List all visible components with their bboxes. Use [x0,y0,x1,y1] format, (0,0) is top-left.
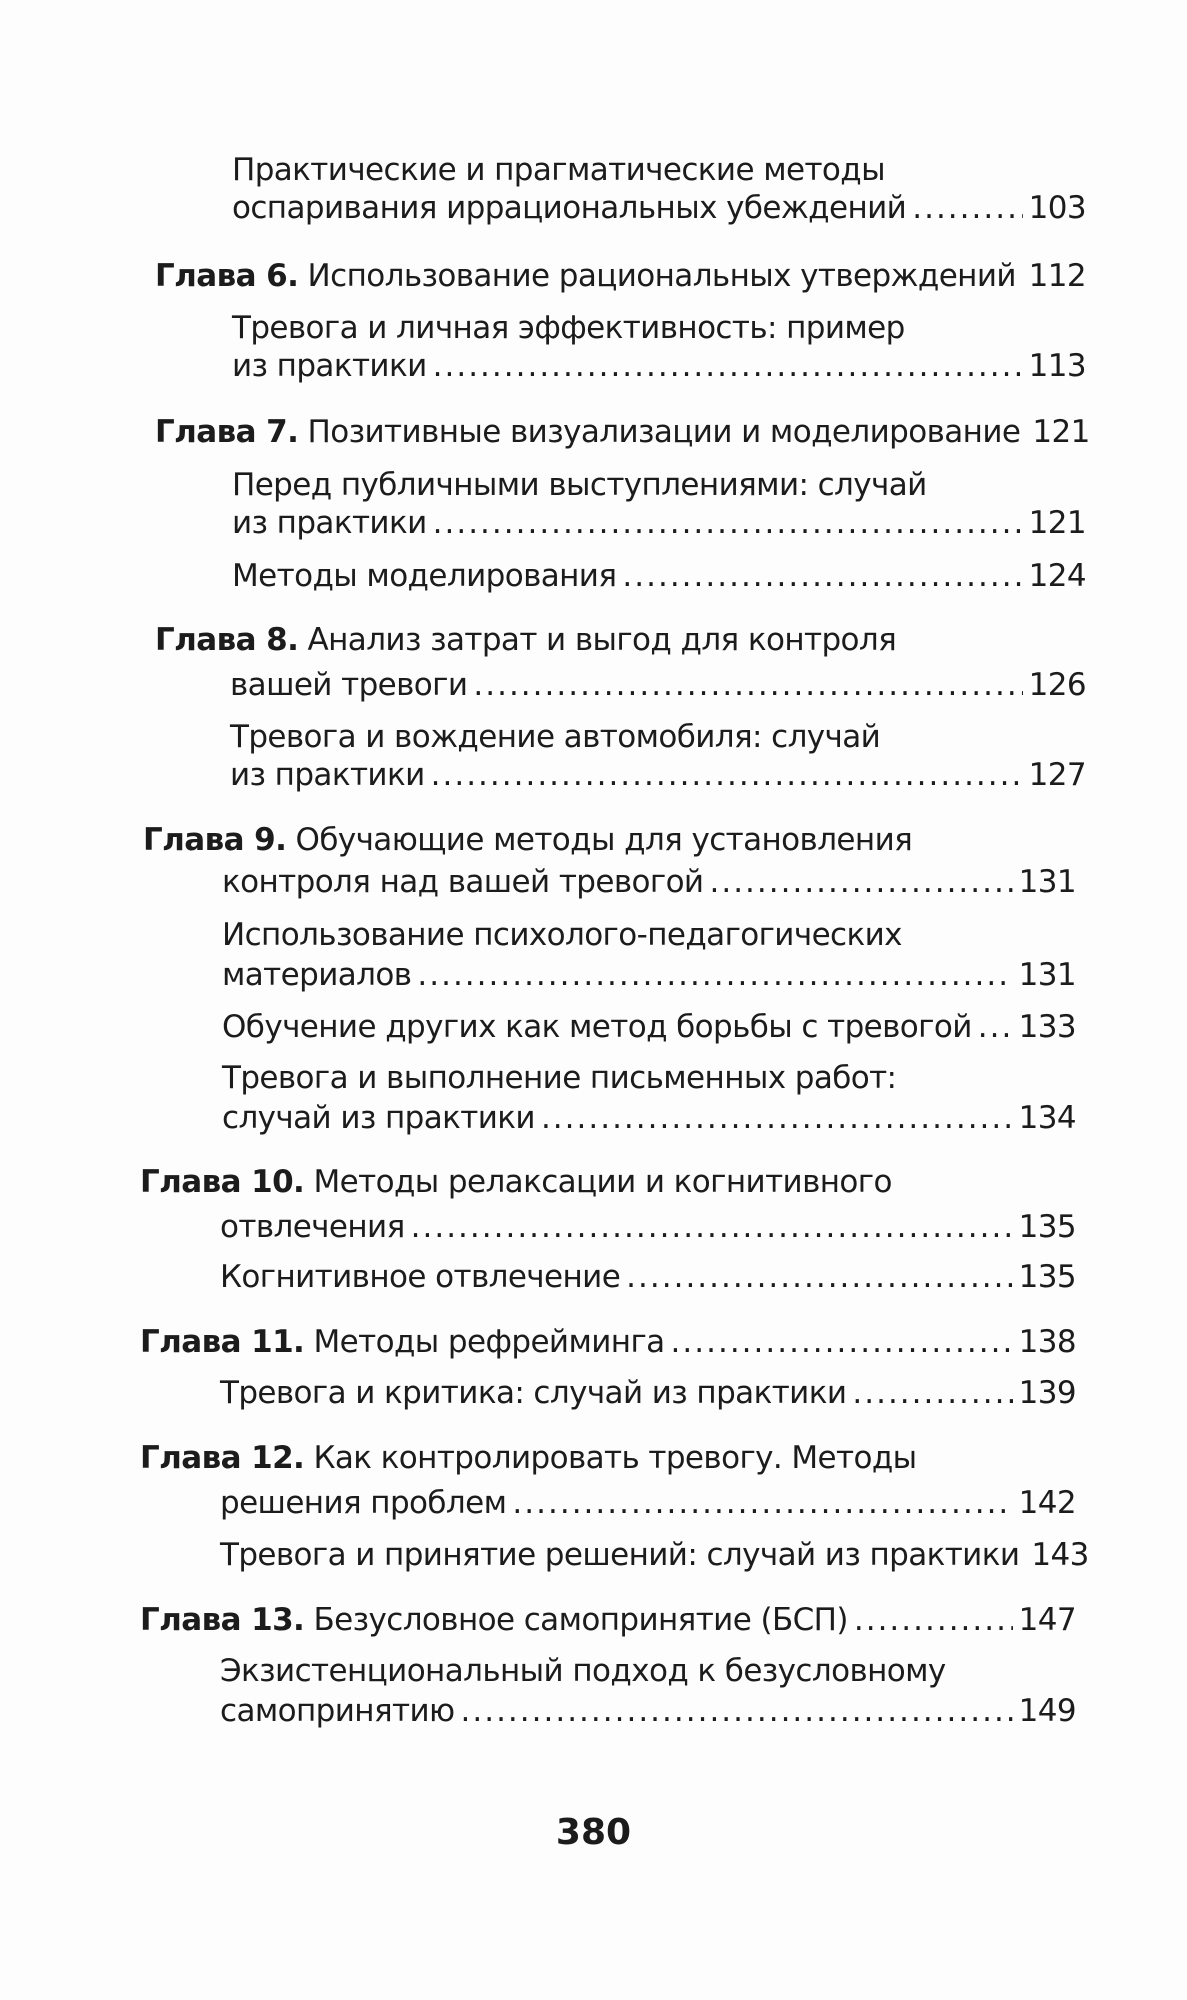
chapter-title-continued: отвлечения [220,1209,405,1245]
toc-subentry-text: самопринятию [220,1693,455,1729]
toc-page-number: 147 [1018,1602,1076,1638]
toc-chapter-10-heading [140,1162,892,1202]
toc-page-number: 133 [1018,1009,1076,1045]
toc-page-number: 143 [1031,1537,1089,1573]
toc-subentry-text: Тревога и выполнение письменных работ: [222,1060,897,1096]
toc-leader-dots [512,1483,1012,1523]
toc-subentry[interactable] [232,503,1086,543]
chapter-label: Глава 10. [140,1164,305,1200]
toc-leader-dots [626,1257,1012,1297]
chapter-title: Методы рефрейминга [313,1324,665,1360]
chapter-title: Как контролировать тревогу. Методы [313,1440,917,1476]
chapter-title: Обучающие методы для установления [295,822,913,858]
chapter-label: Глава 11. [140,1324,305,1360]
toc-subentry[interactable] [220,1535,1089,1575]
toc-subentry-text: из практики [230,757,425,793]
chapter-title-continued: контроля над вашей тревогой [222,864,704,900]
toc-leader-dots [431,755,1023,795]
chapter-label: Глава 6. [155,258,299,294]
toc-leader-dots [852,1373,1012,1413]
toc-subentry-text: Экзистенциональный подход к безусловному [220,1653,946,1689]
toc-subentry[interactable] [232,188,1086,228]
toc-subentry[interactable] [220,1257,1076,1297]
toc-subentry-text: Перед публичными выступлениями: случай [232,467,927,503]
toc-chapter-10[interactable] [220,1207,1076,1247]
chapter-title: Методы релаксации и когнитивного [313,1164,892,1200]
chapter-title-continued: вашей тревоги [230,667,468,703]
toc-subentry-text: Тревога и принятие решений: случай из практики [220,1537,1020,1573]
toc-subentry[interactable] [222,1098,1076,1138]
chapter-label: Глава 7. [155,414,299,450]
toc-leader-dots [417,955,1012,995]
toc-subentry-text: случай из практики [222,1100,535,1136]
toc-leader-dots [541,1098,1013,1138]
toc-page-number: 138 [1018,1324,1076,1360]
toc-page-number: 121 [1028,505,1086,541]
toc-subentry[interactable] [220,1691,1076,1731]
chapter-title: Анализ затрат и выгод для контроля [307,622,897,658]
toc-chapter-11[interactable] [140,1322,1076,1362]
toc-page-number: 139 [1018,1375,1076,1411]
toc-leader-dots [411,1207,1013,1247]
toc-chapter-6[interactable] [155,256,1086,296]
toc-subentry-text: из практики [232,348,427,384]
toc-subentry-text: Обучение других как метод борьбы с тревогой [222,1009,972,1045]
toc-subentry-text: Методы моделирования [232,558,617,594]
toc-page-number: 103 [1028,190,1086,226]
toc-page-number: 149 [1018,1693,1076,1729]
toc-subentry[interactable] [232,556,1086,596]
toc-page-number: 135 [1018,1259,1076,1295]
toc-leader-dots [1022,256,1023,296]
chapter-title: Безусловное самопринятие (БСП) [313,1602,848,1638]
toc-subentry[interactable] [222,1007,1076,1047]
toc-subentry-text: Практические и прагматические методы [232,152,885,188]
chapter-title: Использование рациональных утверждений [307,258,1016,294]
toc-subentry-text: Тревога и личная эффективность: пример [232,310,905,346]
toc-leader-dots [473,665,1022,705]
toc-page-number: 126 [1028,667,1086,703]
toc-chapter-13[interactable] [140,1600,1076,1640]
toc-chapter-7[interactable] [155,412,1090,452]
toc-leader-dots [912,188,1022,228]
toc-chapter-9[interactable] [222,862,1076,902]
chapter-label: Глава 13. [140,1602,305,1638]
toc-page-number: 112 [1028,258,1086,294]
toc-subentry-text: оспаривания иррациональных убеждений [232,190,907,226]
toc-subentry-text: Тревога и вождение автомобиля: случай [230,719,881,755]
toc-subentry-text: материалов [222,957,412,993]
toc-chapter-9-heading [143,820,912,860]
toc-page-number: 142 [1018,1485,1076,1521]
chapter-label: Глава 12. [140,1440,305,1476]
toc-page-number: 134 [1018,1100,1076,1136]
toc-leader-dots [709,862,1012,902]
toc-leader-dots [854,1600,1013,1640]
toc-subentry-text: из практики [232,505,427,541]
toc-page-number: 131 [1018,864,1076,900]
toc-subentry-text: Когнитивное отвлечение [220,1259,621,1295]
toc-leader-dots [622,556,1022,596]
toc-chapter-8[interactable] [230,665,1086,705]
toc-leader-dots [433,503,1023,543]
toc-subentry-text: Использование психолого-педагогических [222,917,902,953]
toc-leader-dots [978,1007,1013,1047]
chapter-label: Глава 8. [155,622,299,658]
toc-page-number: 127 [1028,757,1086,793]
toc-subentry[interactable] [222,955,1076,995]
toc-subentry-text: Тревога и критика: случай из практики [220,1375,847,1411]
toc-leader-dots [671,1322,1013,1362]
toc-chapter-12-heading [140,1438,917,1478]
chapter-title-continued: решения проблем [220,1485,507,1521]
toc-page-number: 135 [1018,1209,1076,1245]
page-number: 380 [555,1812,632,1853]
toc-page-number: 121 [1032,414,1090,450]
toc-subentry[interactable] [230,755,1086,795]
chapter-title: Позитивные визуализации и моделирование [307,414,1021,450]
toc-chapter-12[interactable] [220,1483,1076,1523]
chapter-label: Глава 9. [143,822,287,858]
toc-subentry[interactable] [232,346,1086,386]
toc-leader-dots [461,1691,1013,1731]
toc-chapter-8-heading [155,620,896,660]
toc-page-number: 113 [1028,348,1086,384]
toc-page-number: 124 [1028,558,1086,594]
toc-subentry[interactable] [220,1373,1076,1413]
toc-page-number: 131 [1018,957,1076,993]
toc-leader-dots [433,346,1023,386]
